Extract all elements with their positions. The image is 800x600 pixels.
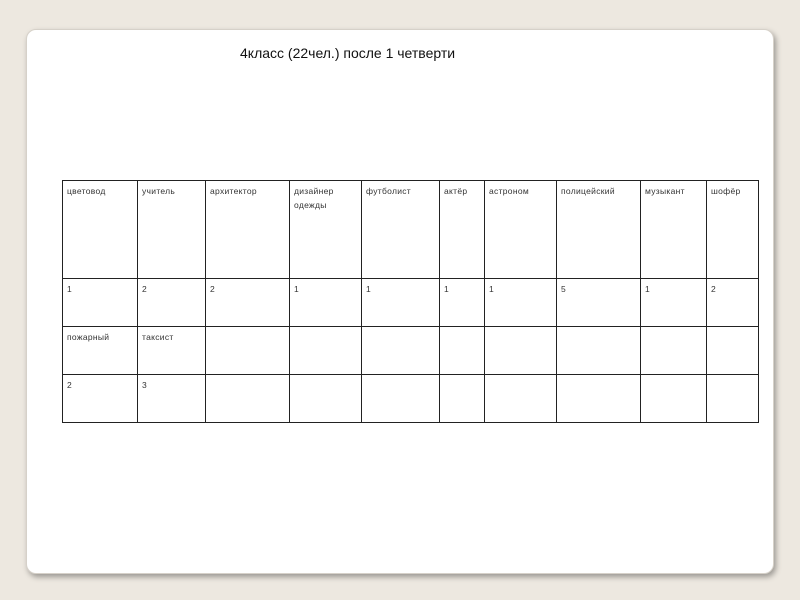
table-cell — [440, 327, 485, 375]
table-cell — [557, 375, 641, 423]
table-row — [63, 375, 759, 423]
table-cell: 5 — [557, 279, 641, 327]
slide-title: 4класс (22чел.) после 1 четверти — [240, 45, 456, 61]
table-cell — [641, 375, 707, 423]
table-cell: учитель — [138, 181, 206, 279]
table-cell — [290, 327, 362, 375]
table-row — [63, 279, 759, 327]
table-cell: 3 — [138, 375, 206, 423]
table-cell: музыкант — [641, 181, 707, 279]
table-cell: 1 — [440, 279, 485, 327]
table-cell — [485, 375, 557, 423]
table-cell: 1 — [63, 279, 138, 327]
table-cell — [485, 327, 557, 375]
table-cell: 2 — [707, 279, 759, 327]
table-cell: шофёр — [707, 181, 759, 279]
table-row — [63, 327, 759, 375]
table-cell: 1 — [485, 279, 557, 327]
table-cell — [641, 327, 707, 375]
table-cell: таксист — [138, 327, 206, 375]
table-cell: актёр — [440, 181, 485, 279]
table-cell — [290, 375, 362, 423]
table-cell — [362, 375, 440, 423]
table-cell: цветовод — [63, 181, 138, 279]
table-cell — [206, 327, 290, 375]
table-cell: 1 — [641, 279, 707, 327]
table-cell — [557, 327, 641, 375]
table-cell: 1 — [362, 279, 440, 327]
table-row — [63, 181, 759, 279]
table-cell: 2 — [63, 375, 138, 423]
table-cell: архитектор — [206, 181, 290, 279]
table-cell: пожарный — [63, 327, 138, 375]
table-cell — [707, 327, 759, 375]
professions-table — [62, 180, 759, 423]
table-cell: дизайнер одежды — [290, 181, 362, 279]
table-cell: 1 — [290, 279, 362, 327]
table-cell — [362, 327, 440, 375]
table-cell — [440, 375, 485, 423]
table-cell: астроном — [485, 181, 557, 279]
table-cell: футболист — [362, 181, 440, 279]
table-cell — [206, 375, 290, 423]
table-cell: 2 — [206, 279, 290, 327]
table-cell: полицейский — [557, 181, 641, 279]
table-cell — [707, 375, 759, 423]
table-cell: 2 — [138, 279, 206, 327]
